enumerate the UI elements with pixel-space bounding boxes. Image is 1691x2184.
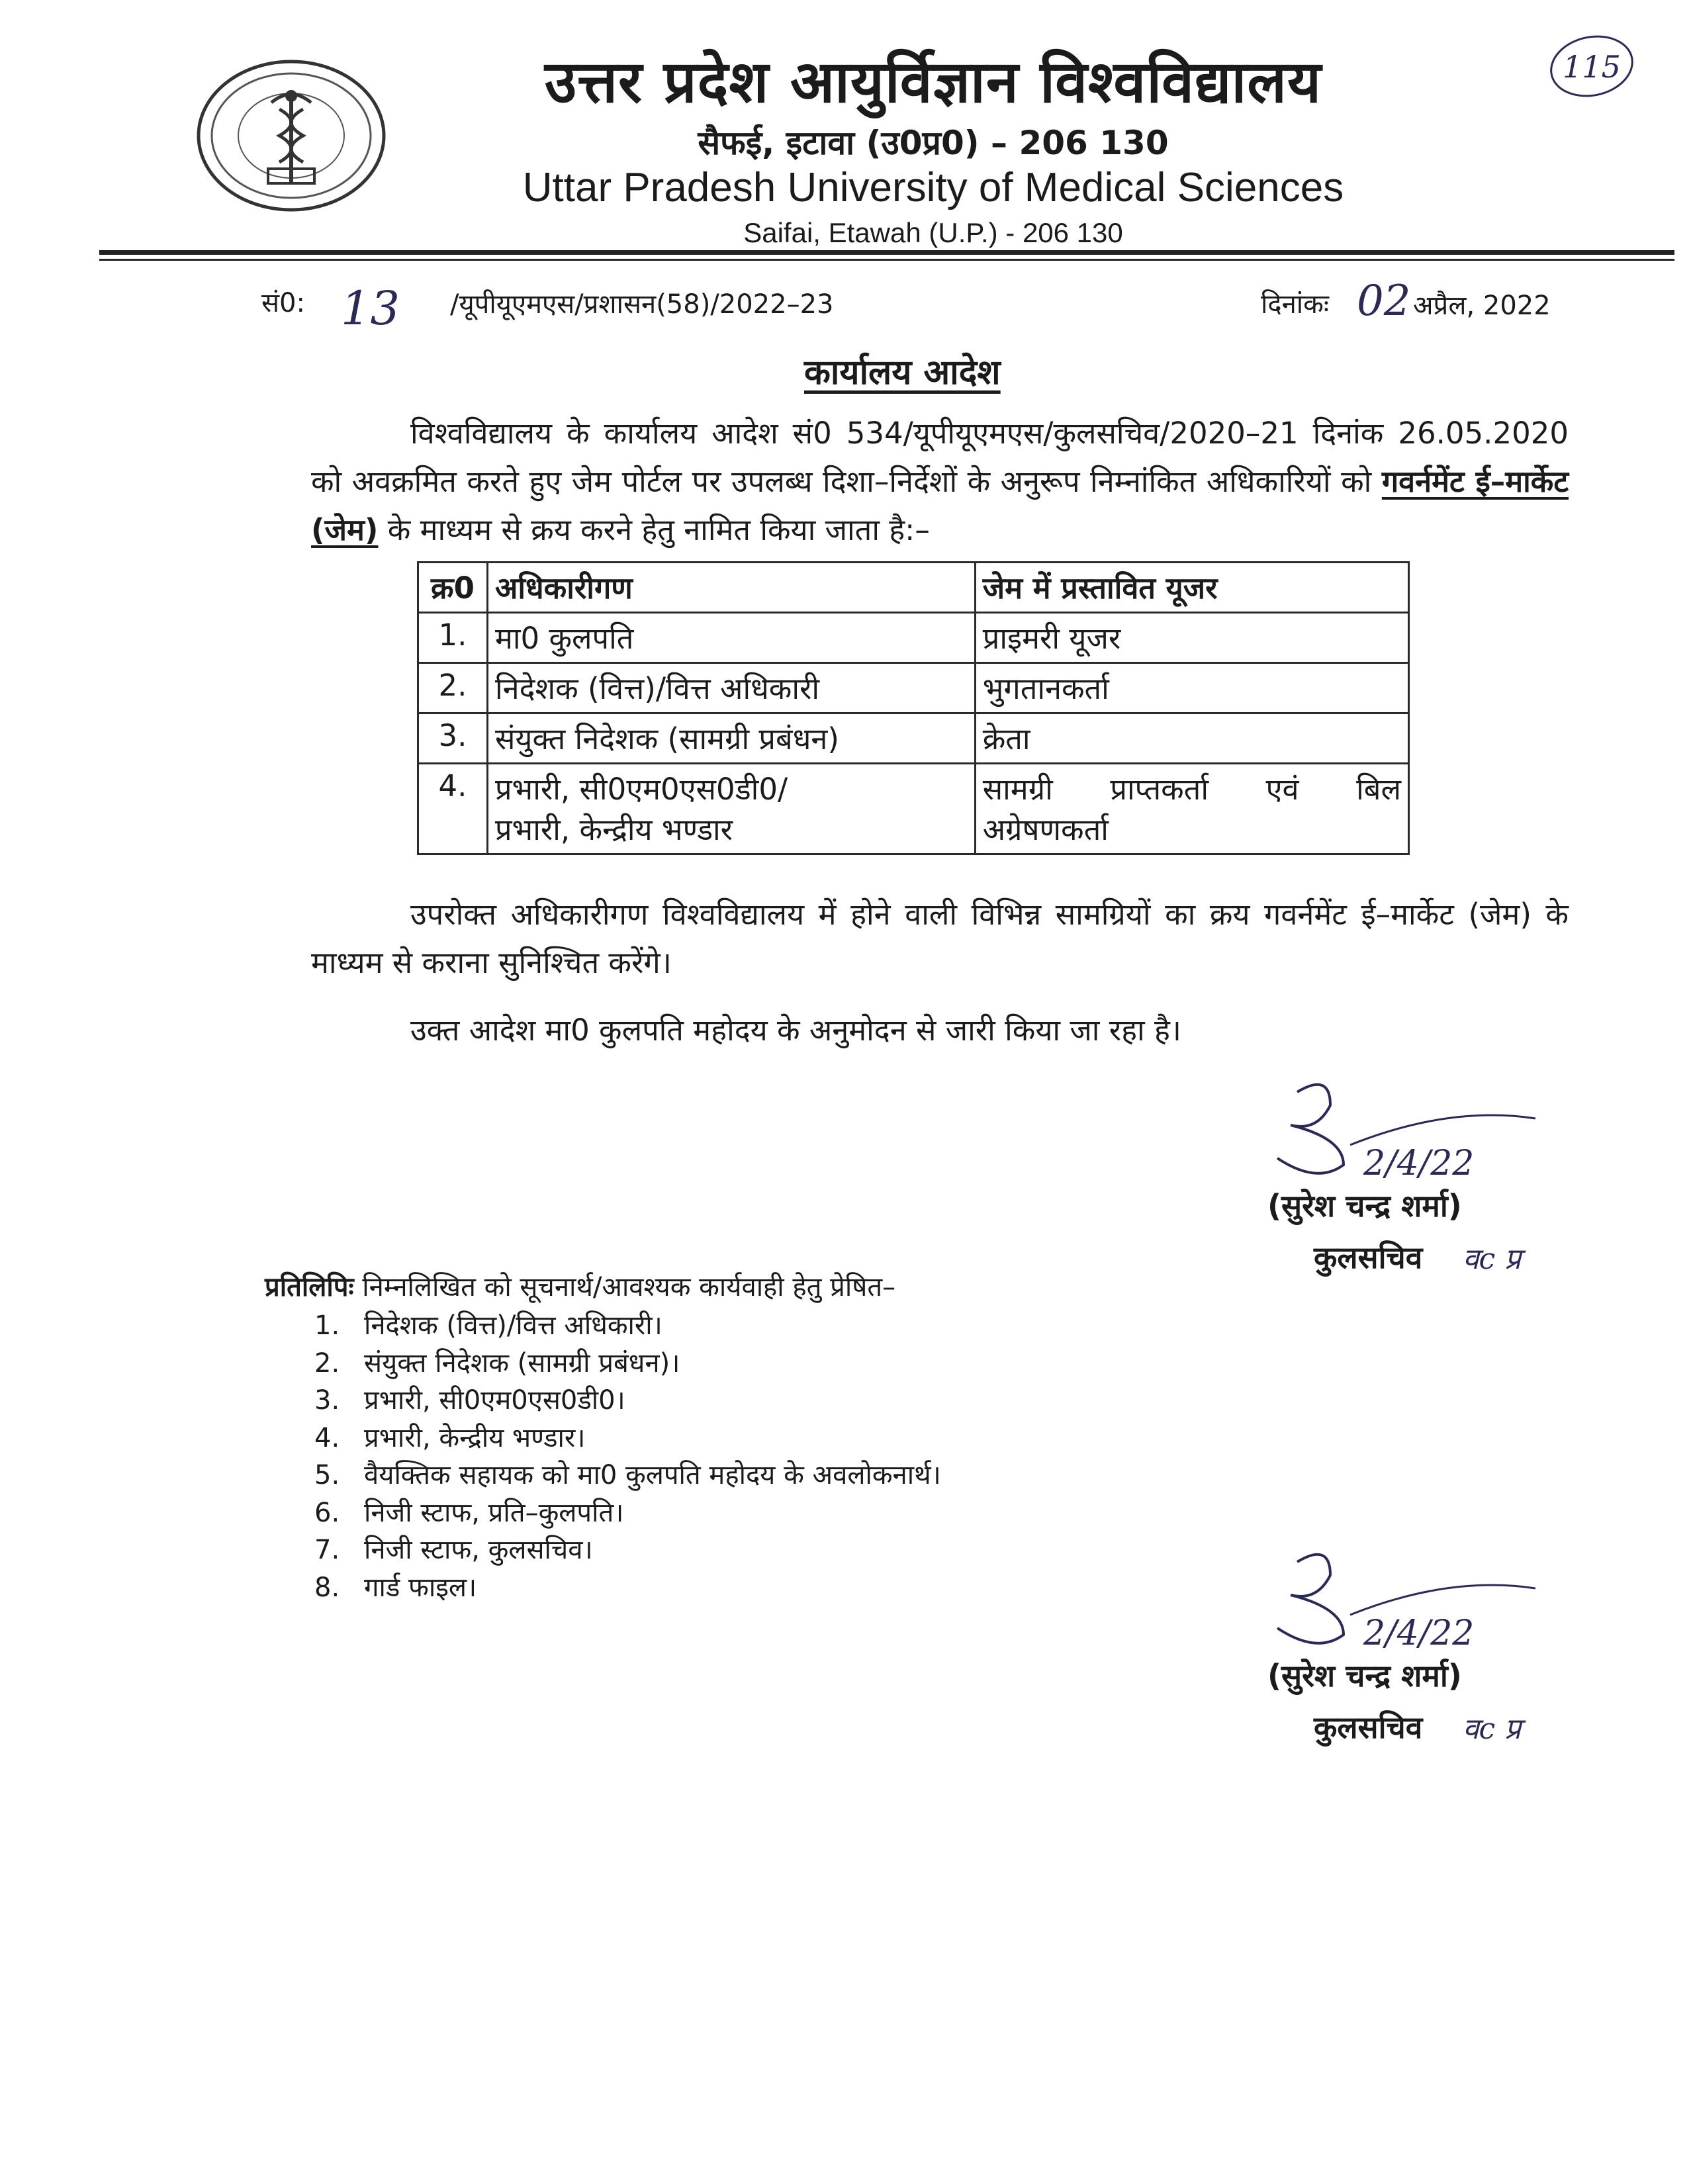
list-item-number: 6.	[314, 1497, 340, 1528]
reference-number: 13	[341, 281, 400, 336]
list-item-number: 3.	[314, 1385, 340, 1416]
row-serial: 3.	[418, 713, 488, 764]
table-header-row	[418, 563, 1409, 613]
list-item-number: 8.	[314, 1572, 340, 1603]
list-item	[314, 1343, 941, 1381]
row-role	[975, 764, 1408, 854]
list-item-text: निजी स्टाफ, प्रति–कुलपति।	[364, 1497, 624, 1528]
list-item	[314, 1530, 941, 1568]
paragraph-1-ending: के माध्यम से क्रय करने हेतु नामित किया जाता है:–	[387, 512, 930, 547]
list-item	[314, 1493, 941, 1531]
letterhead-rule	[99, 250, 1674, 255]
table-row	[418, 663, 1409, 713]
svg-text:वc प्र: वc प्र	[1463, 1712, 1522, 1746]
list-item-number: 2.	[314, 1347, 340, 1379]
date-day: 02	[1357, 277, 1411, 326]
cc-list	[314, 1306, 941, 1605]
list-item-text: निदेशक (वित्त)/वित्त अधिकारी।	[364, 1310, 663, 1341]
row-officer: निदेशक (वित्त)/वित्त अधिकारी	[487, 663, 975, 713]
cc-heading	[265, 1267, 895, 1304]
university-seal-icon	[192, 56, 390, 215]
list-item	[314, 1455, 941, 1493]
signatory-designation-1: कुलसचिव	[1314, 1240, 1423, 1275]
cc-intro: निम्नलिखित को सूचनार्थ/आवश्यक कार्यवाही हेतु प्रेषित–	[362, 1272, 896, 1302]
reference-code: /यूपीयूएमएस/प्रशासन(58)/2022–23	[450, 289, 834, 320]
university-name-english: Uttar Pradesh University of Medical Sciences	[522, 165, 1344, 210]
row-officer-line-2: प्रभारी, केन्द्रीय भण्डार	[494, 812, 733, 847]
row-officer	[487, 764, 975, 854]
header-gem-role: जेम में प्रस्तावित यूजर	[975, 563, 1408, 613]
list-item	[314, 1418, 941, 1456]
table-row	[418, 764, 1409, 854]
paragraph-1-text: विश्वविद्यालय के कार्यालय आदेश सं0 534/यूपीयूएमएस/कुलसचिव/2020–21 दिनांक 26.05.2020 को अवक्रमित करते हुए जेम पोर्टल पर उपलब्ध दिशा–निर्देशों के अनुरूप निम्नांकित अधिकारियों को	[311, 416, 1569, 499]
order-paragraph-3: उक्त आदेश मा0 कुलपति महोदय के अनुमोदन से जारी किया जा रहा है।	[410, 1013, 1181, 1048]
list-item	[314, 1568, 941, 1606]
list-item-text: वैयक्तिक सहायक को मा0 कुलपति महोदय के अवलोकनार्थ।	[364, 1460, 941, 1490]
row-role: प्राइमरी यूजर	[975, 613, 1408, 663]
header-officers: अधिकारीगण	[487, 563, 975, 613]
gem-highlight: गवर्नमेंट ई–मार्केट (जेम)	[311, 464, 1569, 547]
initials-2	[1456, 1698, 1555, 1757]
list-item-number: 4.	[314, 1422, 340, 1453]
signatory-name-2: (सुरेश चन्द्र शर्मा)	[1267, 1658, 1462, 1694]
list-item	[314, 1381, 941, 1418]
svg-text:2/4/22: 2/4/22	[1363, 1144, 1475, 1183]
officers-table	[417, 561, 1410, 855]
list-item-number: 5.	[314, 1460, 340, 1490]
row-role-line-1: सामग्री प्राप्तकर्ता एवं बिल	[982, 772, 1401, 807]
cc-label: प्रतिलिपिः	[265, 1272, 354, 1302]
handwritten-page-number	[1545, 30, 1638, 103]
row-officer: मा0 कुलपति	[487, 613, 975, 663]
reference-label: सं0:	[261, 288, 305, 318]
list-item-text: निजी स्टाफ, कुलसचिव।	[364, 1535, 593, 1565]
row-serial: 1.	[418, 613, 488, 663]
signature-1	[1251, 1066, 1555, 1198]
initials-1	[1456, 1228, 1555, 1287]
order-paragraph-2: उपरोक्त अधिकारीगण विश्वविद्यालय में होने वाली विभिन्न सामग्रियों का क्रय गवर्नमेंट ई–मार्केट (जेम) के माध्यम से कराना सुनिश्चित करेंगे।	[311, 897, 1569, 980]
date-label: दिनांकः	[1261, 289, 1329, 320]
signature-2	[1251, 1535, 1555, 1668]
list-item-number: 7.	[314, 1535, 340, 1565]
row-serial: 2.	[418, 663, 488, 713]
university-address-english: Saifai, Etawah (U.P.) - 206 130	[743, 217, 1123, 248]
row-officer: संयुक्त निदेशक (सामग्री प्रबंधन)	[487, 713, 975, 764]
list-item-text: संयुक्त निदेशक (सामग्री प्रबंधन)।	[364, 1347, 680, 1379]
svg-text:2/4/22: 2/4/22	[1363, 1614, 1475, 1653]
list-item-text: प्रभारी, सी0एम0एस0डी0।	[364, 1385, 625, 1416]
list-item	[314, 1306, 941, 1343]
table-row	[418, 713, 1409, 764]
signatory-name-1: (सुरेश चन्द्र शर्मा)	[1267, 1188, 1462, 1224]
letterhead-rule-thin	[99, 259, 1674, 261]
header-serial: क्र0	[418, 563, 488, 613]
list-item-text: गार्ड फाइल।	[364, 1572, 477, 1603]
signatory-designation-2: कुलसचिव	[1314, 1709, 1423, 1745]
date-month-year: अप्रैल, 2022	[1413, 291, 1551, 321]
svg-text:वc प्र: वc प्र	[1463, 1242, 1522, 1276]
university-address-hindi: सैफई, इटावा (उ0प्र0) – 206 130	[698, 124, 1169, 162]
list-item-number: 1.	[314, 1310, 340, 1341]
row-role: भुगतानकर्ता	[975, 663, 1408, 713]
list-item-text: प्रभारी, केन्द्रीय भण्डार।	[364, 1422, 586, 1453]
svg-text:115: 115	[1563, 49, 1621, 85]
order-paragraph-1	[311, 409, 1569, 554]
row-role: क्रेता	[975, 713, 1408, 764]
university-name-hindi: उत्तर प्रदेश आयुर्विज्ञान विश्वविद्यालय	[544, 48, 1322, 116]
row-role-line-2: अग्रेषणकर्ता	[982, 812, 1109, 847]
row-serial: 4.	[418, 764, 488, 854]
row-officer-line-1: प्रभारी, सी0एम0एस0डी0/	[494, 772, 788, 807]
table-row	[418, 613, 1409, 663]
document-title: कार्यालय आदेश	[804, 353, 1001, 392]
